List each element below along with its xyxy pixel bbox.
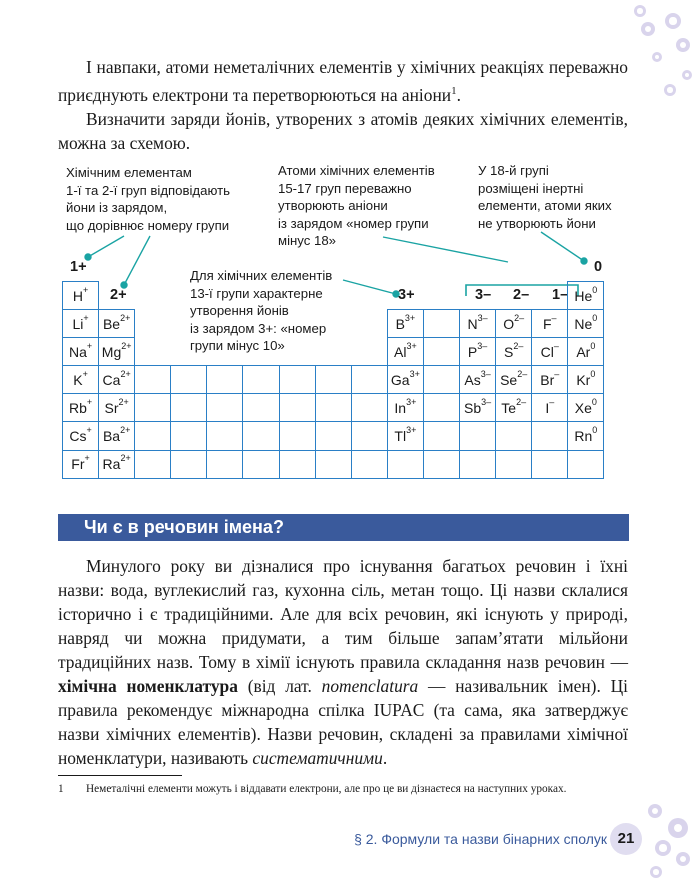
- table-cell: [135, 450, 171, 478]
- element-cell: [532, 338, 568, 366]
- table-cell: [315, 422, 351, 450]
- empty-space: [351, 310, 387, 338]
- element-symbol: In: [394, 399, 407, 416]
- empty-space: [243, 282, 279, 310]
- empty-space: [496, 282, 532, 310]
- element-cell: [460, 338, 496, 366]
- element-symbol: O: [503, 315, 515, 332]
- table-cell: [568, 450, 604, 478]
- table-cell: [423, 338, 459, 366]
- charge-label-group-18: 0: [594, 259, 603, 275]
- element-cell: [63, 310, 99, 338]
- table-cell: [207, 394, 243, 422]
- empty-space: [315, 338, 351, 366]
- element-cell: [387, 310, 423, 338]
- empty-space: [279, 282, 315, 310]
- callout-group-18: У 18-й групі розміщені інертні елементи, атоми яких не утворюють йони: [478, 163, 612, 231]
- footnote: [58, 782, 618, 797]
- element-symbol: Al: [394, 343, 407, 360]
- periodic-table-scheme: [62, 281, 604, 479]
- ion-charge: 0: [590, 368, 596, 379]
- table-cell: [171, 394, 207, 422]
- element-symbol: Mg: [101, 343, 122, 360]
- element-cell: [63, 422, 99, 450]
- table-cell: [532, 450, 568, 478]
- charge-label-group-16: 2–: [513, 287, 530, 303]
- table-cell: [423, 394, 459, 422]
- ion-charge: 2+: [120, 453, 131, 464]
- ion-charge: +: [82, 368, 88, 379]
- page-number: 21: [610, 823, 642, 855]
- table-cell: [243, 366, 279, 394]
- table-cell: [279, 450, 315, 478]
- table-cell: [496, 422, 532, 450]
- element-symbol: Rb: [68, 399, 87, 416]
- element-cell: [568, 282, 604, 310]
- table-cell: [532, 422, 568, 450]
- ion-charge: 2–: [514, 312, 525, 323]
- table-cell: [315, 394, 351, 422]
- empty-space: [135, 338, 171, 366]
- element-symbol: Xe: [574, 399, 592, 416]
- table-cell: [207, 366, 243, 394]
- element-symbol: Se: [500, 371, 518, 388]
- empty-space: [171, 282, 207, 310]
- element-cell: [568, 310, 604, 338]
- empty-space: [171, 310, 207, 338]
- ion-charge: –: [549, 396, 555, 407]
- element-symbol: H: [72, 287, 83, 304]
- element-cell: [99, 394, 135, 422]
- table-cell: [315, 366, 351, 394]
- element-cell: [460, 366, 496, 394]
- element-symbol: Rn: [574, 428, 593, 445]
- charge-label-group-2: 2+: [110, 287, 127, 303]
- element-symbol: Ca: [102, 371, 121, 388]
- element-cell: [63, 450, 99, 478]
- empty-space: [315, 310, 351, 338]
- empty-space: [135, 282, 171, 310]
- element-cell: [63, 338, 99, 366]
- table-cell: [460, 450, 496, 478]
- ion-charge: 2+: [120, 368, 131, 379]
- ion-charge: +: [84, 453, 90, 464]
- empty-space: [243, 310, 279, 338]
- charge-label-group-15: 3–: [475, 287, 492, 303]
- running-footer: § 2. Формули та назви бінарних сполук: [354, 831, 607, 847]
- element-cell: [99, 450, 135, 478]
- element-symbol: Br: [540, 371, 555, 388]
- ion-charge: 0: [592, 425, 598, 436]
- ion-charge: +: [86, 340, 93, 351]
- body-paragraph: Минулого року ви дізналися про існування багатьох речовин і їхні назви: вода, вуглекислий газ, кухонна сіль, метан тощо. Ці назви склалися історично і є традиційними. Але для всіх речовин, які існують у природі, навряд чи можна придумати, а тим більше запам’ятати мільйони традиційних назв. Тому в хімії існують правила складання назв речовин — хімічна номенклатура (від лат. nomenclatura — називальник імен). Ці правила рекомендує міжнародна спілка IUPAC (та сама, яка затверджує назви хімічних елементів). Назви речовин, складені за правилами хімічної номенклатури, називають систематичними.: [58, 556, 628, 768]
- empty-space: [351, 282, 387, 310]
- element-symbol: Cs: [69, 428, 87, 445]
- ion-charge: 2+: [120, 312, 131, 323]
- footnote-rule: [58, 775, 182, 776]
- charge-label-group-13: 3+: [398, 287, 415, 303]
- empty-space: [387, 282, 423, 310]
- ion-charge: 2+: [121, 340, 132, 351]
- table-cell: [423, 366, 459, 394]
- element-symbol: As: [464, 371, 481, 388]
- ion-charge: +: [86, 396, 93, 407]
- table-cell: [387, 450, 423, 478]
- element-symbol: Ar: [576, 343, 591, 360]
- element-symbol: Ne: [574, 315, 593, 332]
- callout-groups-15-17: Атоми хімічних елементів 15-17 груп переважно утворюють аніони із зарядом «номер групи мінус 18»: [278, 163, 435, 248]
- table-cell: [423, 450, 459, 478]
- element-symbol: Be: [102, 315, 121, 332]
- empty-space: [99, 282, 135, 310]
- table-cell: [279, 366, 315, 394]
- ion-charge: –: [554, 368, 560, 379]
- empty-space: [171, 338, 207, 366]
- section-title: Чи є в речовин імена?: [84, 517, 284, 537]
- table-cell: [279, 422, 315, 450]
- element-symbol: K: [73, 371, 83, 388]
- ion-charge: 3–: [481, 396, 492, 407]
- ion-charge: 0: [591, 396, 597, 407]
- table-cell: [135, 394, 171, 422]
- element-symbol: Cl: [540, 343, 554, 360]
- empty-space: [460, 282, 496, 310]
- table-cell: [243, 450, 279, 478]
- element-cell: [532, 394, 568, 422]
- element-symbol: B: [395, 315, 405, 332]
- table-cell: [315, 450, 351, 478]
- table-cell: [207, 422, 243, 450]
- element-symbol: Te: [501, 399, 517, 416]
- element-symbol: Tl: [394, 428, 407, 445]
- ion-charge: 0: [590, 340, 596, 351]
- element-cell: [532, 310, 568, 338]
- ion-charge: 3–: [480, 368, 491, 379]
- element-symbol: Ba: [102, 428, 121, 445]
- ion-charge: 3–: [477, 312, 488, 323]
- element-cell: [387, 394, 423, 422]
- ion-charge: –: [553, 340, 559, 351]
- element-cell: [496, 394, 532, 422]
- ion-charge: 3+: [406, 396, 417, 407]
- table-cell: [207, 450, 243, 478]
- ion-charge: 3+: [406, 340, 417, 351]
- empty-space: [279, 338, 315, 366]
- element-cell: [568, 366, 604, 394]
- element-cell: [387, 422, 423, 450]
- element-cell: [568, 394, 604, 422]
- empty-space: [423, 282, 459, 310]
- element-cell: [63, 366, 99, 394]
- ion-charge: +: [83, 312, 89, 323]
- element-cell: [496, 366, 532, 394]
- ion-charge: 2–: [516, 396, 527, 407]
- element-cell: [460, 394, 496, 422]
- intro-paragraph-2: Визначити заряди йонів, утворених з атомів деяких хімічних елементів, можна за схемою.: [58, 108, 628, 153]
- ion-charge: 0: [592, 284, 598, 295]
- empty-space: [279, 310, 315, 338]
- element-cell: [99, 310, 135, 338]
- table-cell: [496, 450, 532, 478]
- table-cell: [135, 366, 171, 394]
- ion-charge: 3+: [406, 425, 417, 436]
- element-cell: [99, 366, 135, 394]
- element-symbol: He: [574, 287, 593, 304]
- element-symbol: Ra: [102, 456, 121, 473]
- element-symbol: I: [545, 399, 550, 416]
- table-cell: [243, 394, 279, 422]
- element-symbol: P: [467, 343, 478, 360]
- table-cell: [423, 310, 459, 338]
- empty-space: [207, 310, 243, 338]
- element-symbol: N: [467, 315, 478, 332]
- element-cell: [496, 338, 532, 366]
- charge-label-group-1: 1+: [70, 259, 87, 275]
- element-cell: [496, 310, 532, 338]
- section-banner: [58, 514, 629, 541]
- table-cell: [351, 422, 387, 450]
- element-cell: [387, 366, 423, 394]
- footnote-text: Неметалічні елементи можуть і віддавати електрони, але про це ви дізнаєтеся на наступних уроках.: [86, 783, 567, 795]
- element-symbol: Fr: [71, 456, 85, 473]
- table-cell: [460, 422, 496, 450]
- ion-charge: 2+: [120, 425, 131, 436]
- ion-charge: 3–: [477, 340, 488, 351]
- intro-paragraph-1: І навпаки, атоми неметалічних елементів у хімічних реакціях переважно приєднують електрони та перетворюються на аніони$^1$.: [58, 57, 628, 105]
- element-cell: [99, 338, 135, 366]
- table-cell: [171, 366, 207, 394]
- element-symbol: S: [503, 343, 514, 360]
- element-cell: [63, 394, 99, 422]
- empty-space: [135, 310, 171, 338]
- table-cell: [279, 394, 315, 422]
- element-cell: [568, 422, 604, 450]
- element-symbol: Kr: [576, 371, 591, 388]
- element-symbol: Li: [72, 315, 84, 332]
- table-cell: [351, 450, 387, 478]
- element-cell: [568, 338, 604, 366]
- charge-label-group-17: 1–: [552, 287, 569, 303]
- ion-charge: +: [86, 425, 92, 436]
- element-cell: [387, 338, 423, 366]
- element-symbol: F: [542, 315, 552, 332]
- element-symbol: Sr: [104, 399, 119, 416]
- element-cell: [460, 310, 496, 338]
- table-cell: [171, 422, 207, 450]
- ion-charge: –: [551, 312, 557, 323]
- table-cell: [135, 422, 171, 450]
- footnote-number: 1: [58, 783, 64, 795]
- empty-space: [315, 282, 351, 310]
- table-cell: [423, 422, 459, 450]
- ion-charge: +: [82, 284, 89, 295]
- body-text: [58, 554, 628, 770]
- empty-space: [207, 338, 243, 366]
- element-symbol: Sb: [464, 399, 482, 416]
- element-symbol: Na: [68, 343, 87, 360]
- empty-space: [243, 338, 279, 366]
- table-cell: [171, 450, 207, 478]
- element-symbol: Ga: [390, 371, 410, 388]
- ion-charge: 3+: [409, 368, 420, 379]
- empty-space: [207, 282, 243, 310]
- element-cell: [99, 422, 135, 450]
- element-cell: [63, 282, 99, 310]
- table-cell: [243, 422, 279, 450]
- table-cell: [351, 394, 387, 422]
- ion-charge: 2–: [517, 368, 528, 379]
- callout-group-13: Для хімічних елементів 13-ї групи характерне утворення йонів із зарядом 3+: «номер групи мінус 10»: [190, 268, 333, 353]
- callout-groups-1-2: Хімічним елементам 1-ї та 2-ї груп відповідають йони із зарядом, що дорівнює номеру групи: [66, 165, 230, 233]
- empty-space: [351, 338, 387, 366]
- ion-charge: 2–: [513, 340, 524, 351]
- ion-charge: 3+: [404, 312, 416, 323]
- table-cell: [351, 366, 387, 394]
- element-cell: [532, 366, 568, 394]
- ion-charge: 2+: [118, 396, 129, 407]
- empty-space: [532, 282, 568, 310]
- ion-charge: 0: [592, 312, 598, 323]
